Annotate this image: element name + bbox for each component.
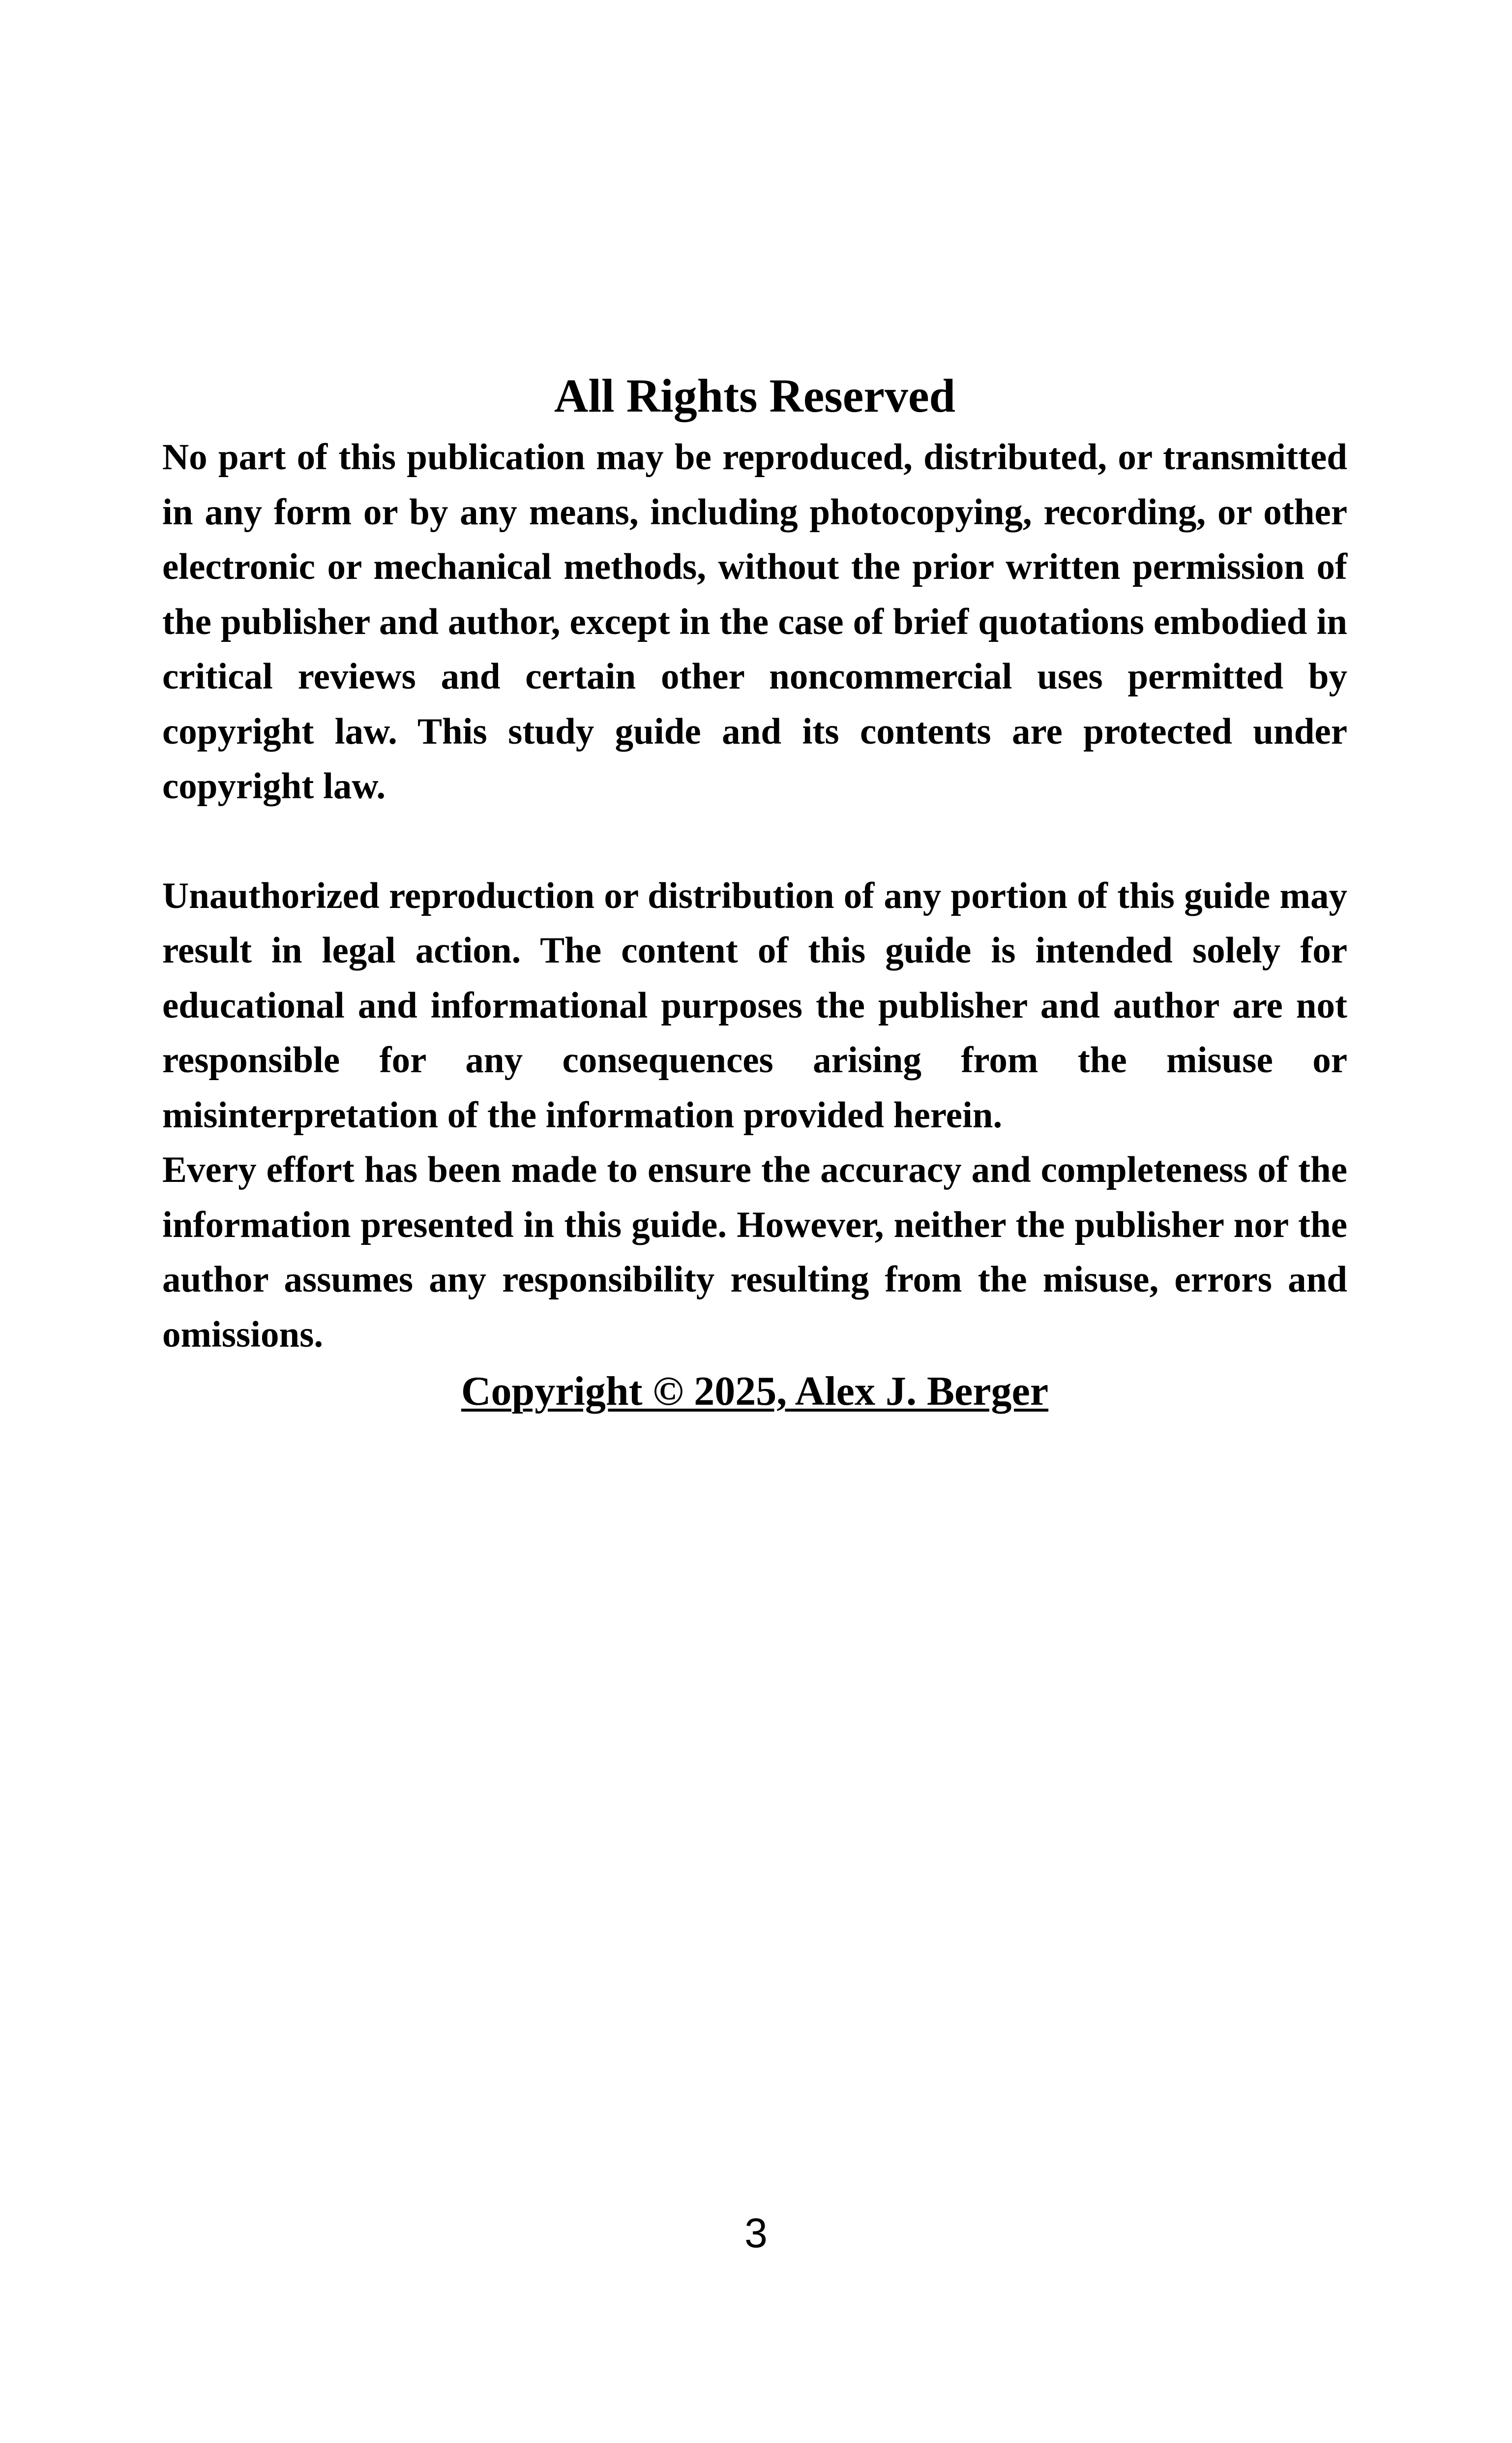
rights-paragraph-2: Unauthorized reproduction or distribution of any portion of this guide may result in legal action. The content of this guide is intended solely for educational and informational purposes the publisher and author are not responsible for any consequences arising from the misuse or misinterpretation of the information provided herein. [162, 875, 1347, 1136]
page-content [162, 364, 1347, 1421]
rights-paragraph-3: Every effort has been made to ensure the accuracy and completeness of the information presented in this guide. However, neither the publisher nor the author assumes any responsibility resulting from the misuse, errors and omissions. [162, 1149, 1347, 1355]
copyright-line [162, 1362, 1347, 1421]
page-title: All Rights Reserved [554, 369, 955, 422]
page-number: 3 [744, 2210, 768, 2256]
copyright-text: Copyright © 2025, Alex J. Berger [461, 1368, 1049, 1414]
rights-paragraph-1: No part of this publication may be reproduced, distributed, or transmitted in any form or by any means, including photocopying, recording, or other electronic or mechanical methods, without the prior written permission of the publisher and author, except in the case of brief quotations embodied in critical reviews and certain other noncommercial uses permitted by copyright law. This study guide and its contents are protected under copyright law. [162, 437, 1347, 807]
